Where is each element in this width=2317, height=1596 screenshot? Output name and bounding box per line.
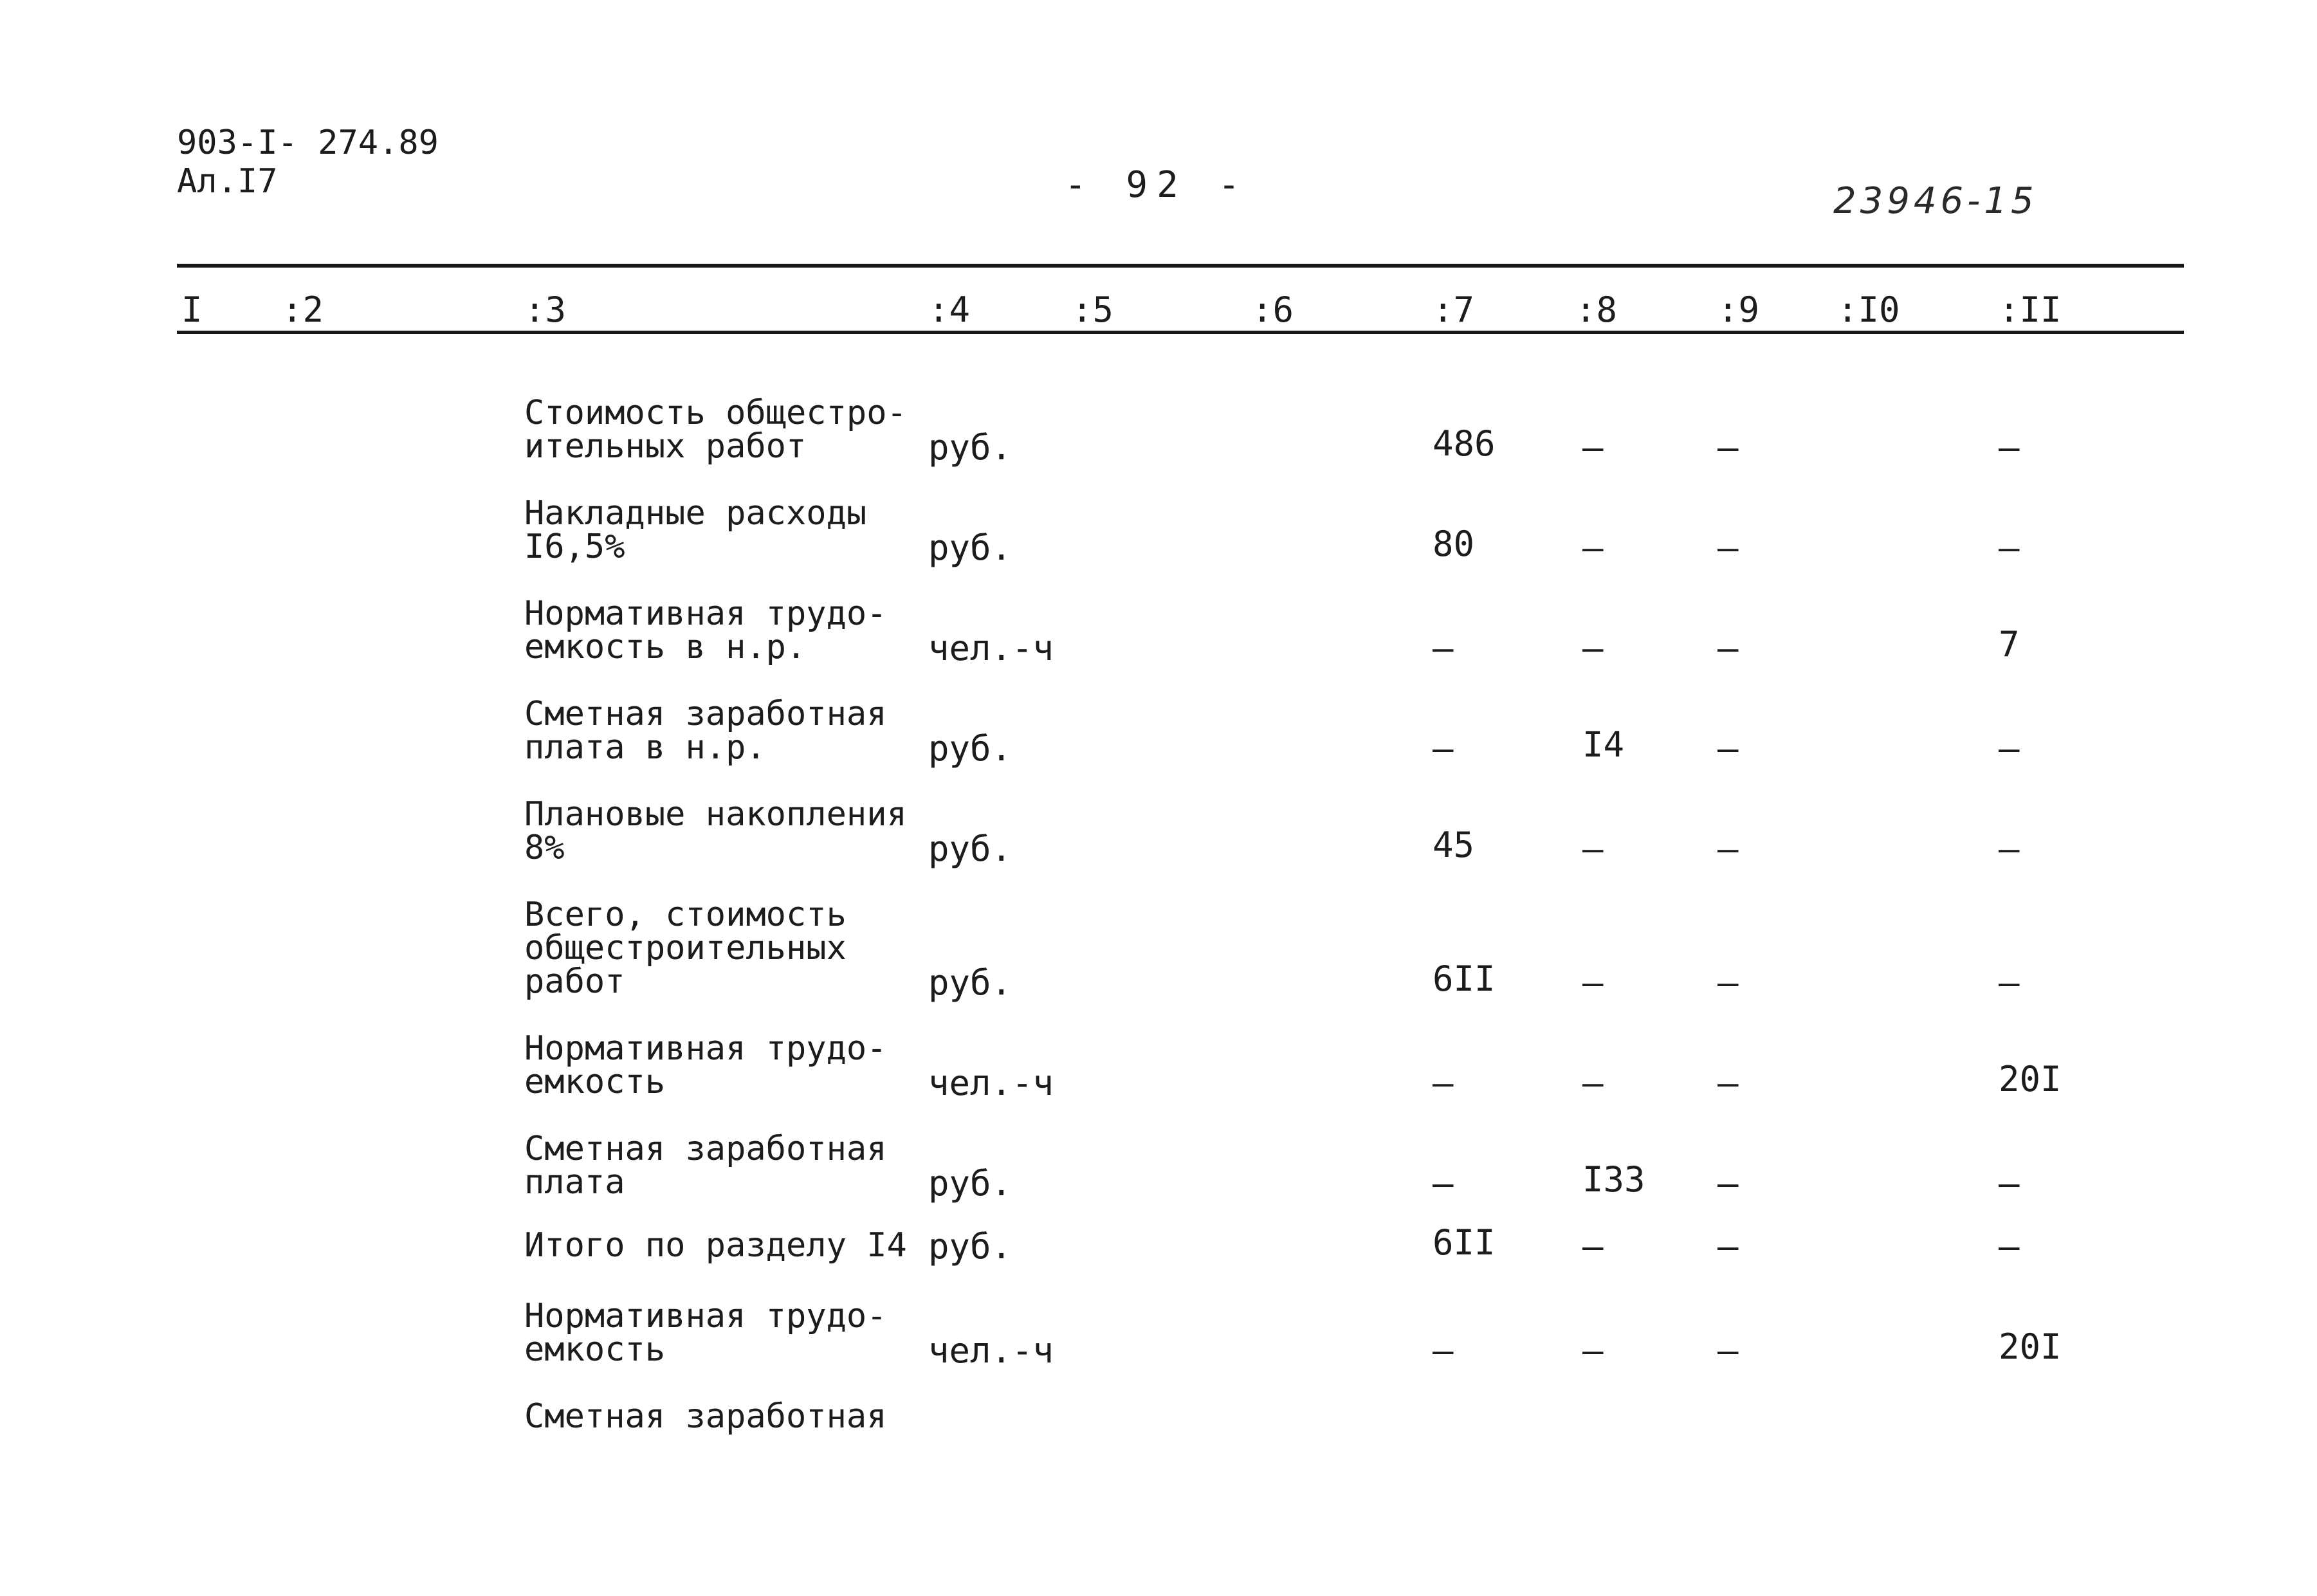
cell-col7: – — [1433, 1063, 1454, 1103]
column-header: I — [181, 289, 203, 330]
cell-col7: 486 — [1433, 423, 1496, 464]
cell-col7: 6II — [1433, 1222, 1496, 1263]
cell-col7: – — [1433, 1330, 1454, 1371]
row-description: Всего, стоимость общестроительных работ — [524, 895, 847, 1001]
cell-col8: I33 — [1582, 1159, 1645, 1200]
cell-col7: 80 — [1433, 524, 1475, 564]
row-unit: руб. — [928, 829, 1012, 869]
column-header: :6 — [1252, 289, 1294, 330]
cell-col11: 20I — [1999, 1326, 2062, 1367]
row-unit: чел.-ч — [928, 1330, 1054, 1371]
cell-col11: – — [1999, 1226, 2020, 1267]
cell-col9: – — [1717, 728, 1739, 769]
cell-col8: – — [1582, 628, 1604, 668]
row-unit: руб. — [928, 1163, 1012, 1204]
handwritten-number: 23946-15 — [1833, 180, 2038, 222]
cell-col7: 45 — [1433, 825, 1475, 865]
column-header: :4 — [928, 289, 971, 330]
cell-col9: – — [1717, 1330, 1739, 1371]
row-description: Накладные расходы I6,5% — [524, 494, 867, 566]
cell-col7: – — [1433, 728, 1454, 769]
row-description: Сметная заработная плата в н.р. — [524, 695, 887, 767]
cell-col9: – — [1717, 427, 1739, 468]
row-unit: руб. — [928, 427, 1012, 468]
document-code-line1: 903-I- 274.89 — [177, 124, 439, 162]
cell-col11: 7 — [1999, 624, 2020, 665]
cell-col11: – — [1999, 427, 2020, 468]
cell-col8: – — [1582, 527, 1604, 568]
column-header: :2 — [282, 289, 324, 330]
cell-col9: – — [1717, 1226, 1739, 1267]
table-top-rule — [177, 264, 2184, 268]
column-header: :7 — [1433, 289, 1475, 330]
cell-col7: – — [1433, 1163, 1454, 1204]
cell-col11: – — [1999, 962, 2020, 1003]
cell-col9: – — [1717, 1163, 1739, 1204]
cell-col9: – — [1717, 962, 1739, 1003]
cell-col11: – — [1999, 728, 2020, 769]
row-description: Сметная заработная плата — [524, 1130, 887, 1202]
page-number: - 92 - — [1065, 164, 1249, 206]
cell-col8: – — [1582, 1226, 1604, 1267]
cell-col8: – — [1582, 829, 1604, 869]
row-unit: чел.-ч — [928, 1063, 1054, 1103]
column-header: :I0 — [1837, 289, 1900, 330]
row-description: Сметная заработная — [524, 1397, 887, 1436]
row-unit: руб. — [928, 527, 1012, 568]
row-unit: руб. — [928, 1226, 1012, 1267]
cell-col11: 20I — [1999, 1059, 2062, 1099]
row-description: Плановые накопления 8% — [524, 795, 907, 867]
row-unit: руб. — [928, 962, 1012, 1003]
cell-col8: – — [1582, 1063, 1604, 1103]
row-unit: чел.-ч — [928, 628, 1054, 668]
document-code-line2: Ал.I7 — [177, 162, 278, 201]
cell-col8: – — [1582, 427, 1604, 468]
row-description: Стоимость общестро- ительных работ — [524, 394, 907, 466]
column-header: :8 — [1575, 289, 1618, 330]
column-header: :5 — [1072, 289, 1114, 330]
row-description: Итого по разделу I4 — [524, 1226, 907, 1265]
cell-col7: – — [1433, 628, 1454, 668]
column-header: :9 — [1717, 289, 1760, 330]
column-header: :3 — [524, 289, 567, 330]
table-header-rule — [177, 331, 2184, 334]
cell-col8: I4 — [1582, 724, 1625, 765]
cell-col9: – — [1717, 1063, 1739, 1103]
document-code — [177, 124, 439, 201]
cell-col9: – — [1717, 628, 1739, 668]
row-description: Нормативная трудо- емкость — [524, 1029, 887, 1101]
cell-col11: – — [1999, 1163, 2020, 1204]
cell-col9: – — [1717, 527, 1739, 568]
cell-col8: – — [1582, 962, 1604, 1003]
cell-col7: 6II — [1433, 959, 1496, 999]
row-unit: руб. — [928, 728, 1012, 769]
row-description: Нормативная трудо- емкость в н.р. — [524, 594, 887, 666]
cell-col9: – — [1717, 829, 1739, 869]
row-description: Нормативная трудо- емкость — [524, 1297, 887, 1369]
column-header: :II — [1999, 289, 2062, 330]
cell-col11: – — [1999, 527, 2020, 568]
cell-col11: – — [1999, 829, 2020, 869]
cell-col8: – — [1582, 1330, 1604, 1371]
